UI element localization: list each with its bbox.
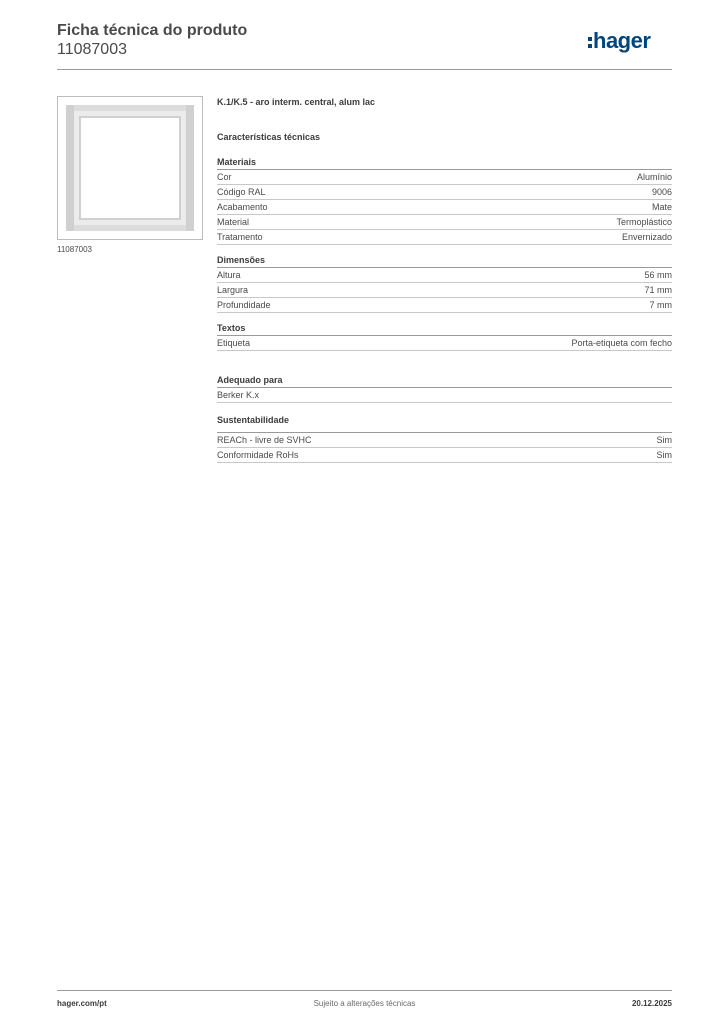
spec-label: REACh - livre de SVHC xyxy=(217,435,312,445)
spec-row xyxy=(217,336,672,351)
group-textos xyxy=(217,321,672,351)
spec-value: Termoplástico xyxy=(616,217,672,227)
product-frame-illustration xyxy=(58,97,202,239)
spec-value: Sim xyxy=(656,435,672,445)
spec-value: Alumínio xyxy=(636,172,672,182)
product-name: K.1/K.5 - aro interm. central, alum lac xyxy=(217,97,376,107)
group-title: Materiais xyxy=(217,155,672,170)
hager-logo xyxy=(588,28,672,54)
spec-label: Altura xyxy=(217,270,241,280)
spec-row xyxy=(217,448,672,463)
section-title: Características técnicas xyxy=(217,132,321,142)
group-materiais xyxy=(217,155,672,245)
product-code: 11087003 xyxy=(57,41,127,58)
spec-row xyxy=(217,433,672,448)
spec-label: Código RAL xyxy=(217,187,266,197)
spec-value: 56 mm xyxy=(644,270,672,280)
group-title: Adequado para xyxy=(217,373,672,388)
spec-row xyxy=(217,230,672,245)
spec-row xyxy=(217,170,672,185)
spec-row xyxy=(217,200,672,215)
spec-label: Profundidade xyxy=(217,300,271,310)
spec-label: Tratamento xyxy=(217,232,263,242)
group-title: Sustentabilidade xyxy=(217,413,672,433)
page-footer xyxy=(57,990,672,1010)
spec-label: Etiqueta xyxy=(217,338,251,348)
spec-label: Material xyxy=(217,217,250,227)
spec-value: Porta-etiqueta com fecho xyxy=(571,338,672,348)
footer-disclaimer: Sujeito a alterações técnicas xyxy=(313,999,416,1008)
spec-row xyxy=(217,215,672,230)
spec-row xyxy=(217,388,672,403)
footer-website-link[interactable]: hager.com/pt xyxy=(57,999,107,1008)
page-title: Ficha técnica do produto xyxy=(57,22,248,39)
spec-sheet xyxy=(217,96,672,463)
spec-value: 9006 xyxy=(651,187,672,197)
product-image xyxy=(57,96,203,240)
spec-value: 7 mm xyxy=(649,300,672,310)
spec-row xyxy=(217,185,672,200)
footer-date: 20.12.2025 xyxy=(631,999,672,1008)
group-dimensoes xyxy=(217,253,672,313)
spec-value: Envernizado xyxy=(621,232,672,242)
spec-value: Mate xyxy=(651,202,672,212)
page-header xyxy=(57,22,672,70)
svg-text:hager: hager xyxy=(593,28,651,53)
group-sustentabilidade xyxy=(217,413,672,463)
group-adequado-para xyxy=(217,373,672,403)
spec-label: Largura xyxy=(217,285,249,295)
group-title: Dimensões xyxy=(217,253,672,268)
spec-row xyxy=(217,268,672,283)
spec-label: Cor xyxy=(217,172,232,182)
spec-row xyxy=(217,283,672,298)
spec-label: Acabamento xyxy=(217,202,268,212)
spec-row xyxy=(217,298,672,313)
spec-label: Conformidade RoHs xyxy=(217,450,299,460)
spec-label: Berker K.x xyxy=(217,390,260,400)
group-title: Textos xyxy=(217,321,672,336)
spec-value: Sim xyxy=(656,450,672,460)
image-caption: 11087003 xyxy=(57,245,92,254)
spec-value: 71 mm xyxy=(644,285,672,295)
